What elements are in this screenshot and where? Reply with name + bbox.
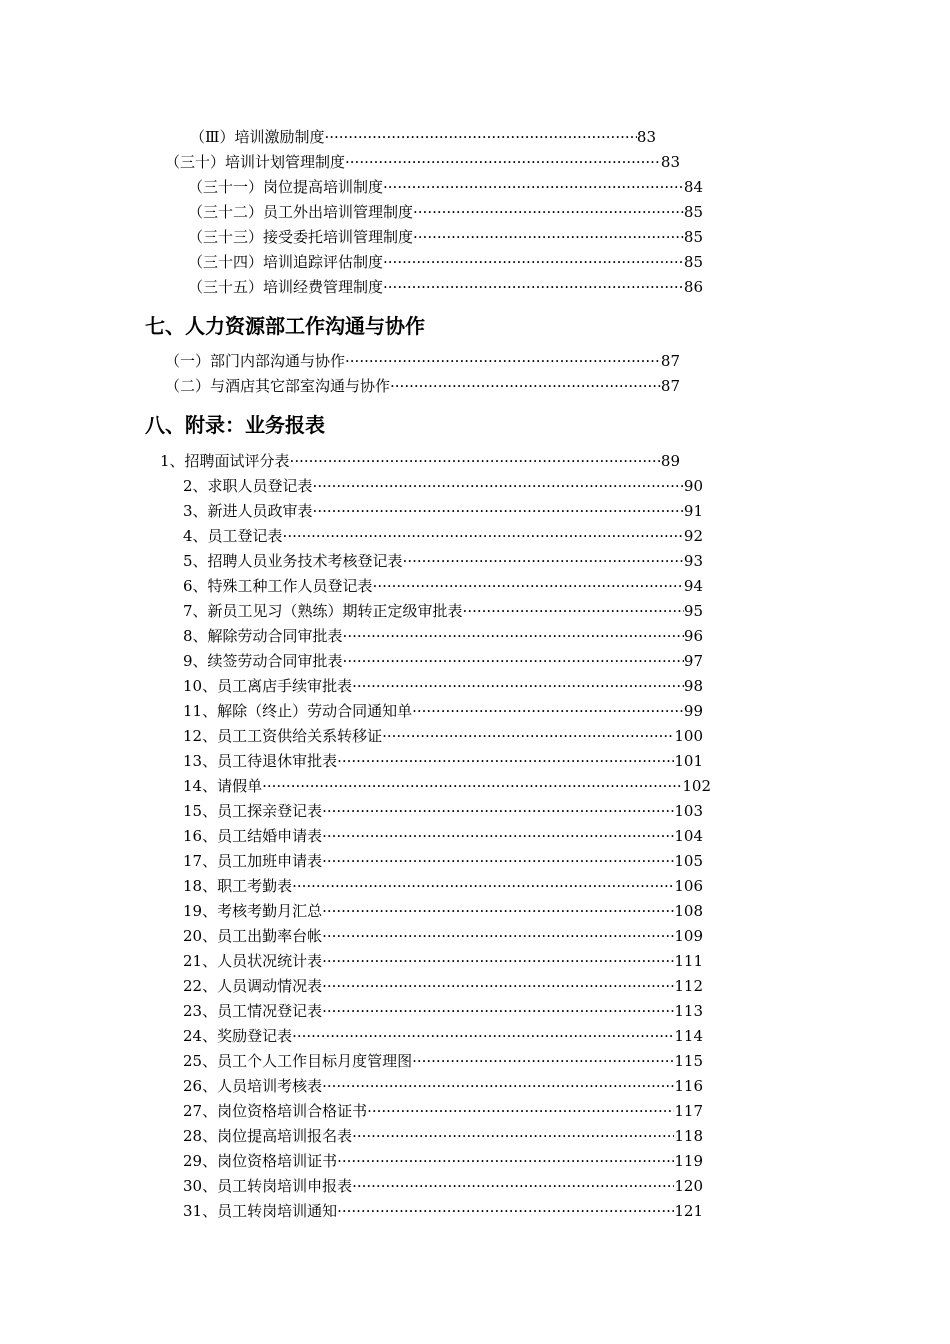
toc-entry-page: 101	[674, 752, 703, 770]
toc-entry[interactable]	[183, 974, 703, 999]
toc-leader-dots	[290, 449, 661, 474]
toc-leader-dots	[390, 374, 661, 399]
toc-entry-page: 94	[683, 577, 703, 595]
toc-entry[interactable]	[183, 924, 703, 949]
toc-entry[interactable]	[183, 874, 703, 899]
toc-entry-page: 118	[674, 1127, 703, 1145]
toc-entry[interactable]	[183, 799, 703, 824]
toc-entry[interactable]	[188, 250, 703, 275]
toc-entry[interactable]	[183, 624, 703, 649]
toc-entry-page: 83	[636, 128, 656, 146]
toc-entry[interactable]	[183, 549, 703, 574]
toc-entry[interactable]	[183, 1024, 703, 1049]
toc-entry-page: 96	[683, 627, 703, 645]
toc-entry[interactable]	[183, 774, 711, 799]
toc-entry[interactable]	[183, 899, 703, 924]
toc-leader-dots	[412, 699, 684, 724]
toc-entry-page: 104	[674, 827, 703, 845]
toc-entry-page: 117	[674, 1102, 703, 1120]
toc-entry-page: 91	[683, 502, 703, 520]
toc-entry-page: 98	[683, 677, 703, 695]
toc-entry-page: 112	[674, 977, 703, 995]
toc-leader-dots	[345, 150, 661, 175]
toc-entry[interactable]	[183, 1199, 703, 1224]
toc-leader-dots	[463, 599, 684, 624]
toc-entry-page: 108	[674, 902, 703, 920]
toc-entry[interactable]	[183, 949, 703, 974]
toc-entry[interactable]	[183, 474, 703, 499]
toc-entry-page: 92	[683, 527, 703, 545]
toc-entry[interactable]	[183, 574, 703, 599]
toc-entry-label: （三十一）岗位提高培训制度	[188, 178, 384, 196]
toc-leader-dots	[345, 349, 661, 374]
toc-entry[interactable]	[183, 724, 703, 749]
toc-entry-page: 109	[674, 927, 703, 945]
toc-leader-dots	[337, 1149, 674, 1174]
toc-leader-dots	[283, 524, 684, 549]
section-heading[interactable]: 八、附录：业务报表	[145, 413, 325, 437]
toc-entry-page: 90	[683, 477, 703, 495]
toc-entry-label: 6、特殊工种工作人员登记表	[183, 577, 373, 595]
toc-entry-page: 97	[683, 652, 703, 670]
toc-leader-dots	[322, 899, 674, 924]
toc-entry[interactable]	[183, 1149, 703, 1174]
toc-entry-label: 16、员工结婚申请表	[183, 827, 323, 845]
toc-leader-dots	[352, 674, 684, 699]
toc-entry-page: 85	[683, 253, 703, 271]
toc-entry-page: 114	[674, 1027, 703, 1045]
toc-leader-dots	[322, 824, 674, 849]
toc-leader-dots	[343, 624, 684, 649]
toc-entry-label: 9、续签劳动合同审批表	[183, 652, 343, 670]
toc-entry[interactable]	[188, 175, 703, 200]
toc-entry[interactable]	[183, 599, 703, 624]
toc-entry-page: 105	[674, 852, 703, 870]
toc-entry-label: 27、岗位资格培训合格证书	[183, 1102, 368, 1120]
toc-entry-label: 8、解除劳动合同审批表	[183, 627, 343, 645]
toc-leader-dots	[352, 1174, 674, 1199]
toc-leader-dots	[322, 974, 674, 999]
toc-leader-dots	[373, 574, 684, 599]
toc-entry[interactable]	[183, 1099, 703, 1124]
toc-leader-dots	[403, 549, 684, 574]
toc-leader-dots	[313, 499, 684, 524]
toc-entry[interactable]	[165, 374, 680, 399]
toc-entry[interactable]	[183, 824, 703, 849]
toc-entry-label: 13、员工待退休审批表	[183, 752, 338, 770]
toc-entry-page: 99	[683, 702, 703, 720]
toc-entry-label: 24、奖励登记表	[183, 1027, 293, 1045]
toc-entry-label: 12、员工工资供给关系转移证	[183, 727, 383, 745]
toc-leader-dots	[413, 225, 684, 250]
toc-entry-page: 85	[683, 203, 703, 221]
toc-entry-label: 3、新进人员政审表	[183, 502, 313, 520]
toc-leader-dots	[412, 1049, 674, 1074]
toc-entry-label: 5、招聘人员业务技术考核登记表	[183, 552, 403, 570]
toc-entry-label: 22、人员调动情况表	[183, 977, 323, 995]
toc-entry[interactable]	[188, 275, 703, 300]
toc-entry-page: 83	[660, 153, 680, 171]
toc-leader-dots	[367, 1099, 674, 1124]
toc-entry-page: 121	[674, 1202, 703, 1220]
toc-entry-label: 26、人员培训考核表	[183, 1077, 323, 1095]
toc-entry[interactable]	[165, 150, 680, 175]
toc-entry-label: 23、员工情况登记表	[183, 1002, 323, 1020]
toc-entry[interactable]	[183, 1074, 703, 1099]
toc-leader-dots	[322, 799, 674, 824]
toc-leader-dots	[322, 849, 674, 874]
toc-entry-page: 85	[683, 228, 703, 246]
toc-leader-dots	[337, 749, 674, 774]
toc-entry-label: 19、考核考勤月汇总	[183, 902, 323, 920]
toc-entry[interactable]	[183, 674, 703, 699]
toc-entry-page: 84	[683, 178, 703, 196]
toc-entry[interactable]	[183, 999, 703, 1024]
toc-entry[interactable]	[183, 1124, 703, 1149]
toc-entry-page: 87	[660, 377, 680, 395]
toc-leader-dots	[413, 200, 684, 225]
toc-entry-label: 18、职工考勤表	[183, 877, 293, 895]
toc-entry-label: （二）与酒店其它部室沟通与协作	[165, 377, 391, 395]
toc-leader-dots	[382, 724, 674, 749]
toc-entry[interactable]	[188, 200, 703, 225]
toc-entry[interactable]	[183, 1174, 703, 1199]
toc-entry-label: 10、员工离店手续审批表	[183, 677, 353, 695]
toc-entry-label: 25、员工个人工作目标月度管理图	[183, 1052, 413, 1070]
toc-entry-page: 95	[683, 602, 703, 620]
toc-entry[interactable]	[165, 349, 680, 374]
toc-entry-label: （三十）培训计划管理制度	[165, 153, 346, 171]
toc-entry-label: 28、岗位提高培训报名表	[183, 1127, 353, 1145]
toc-leader-dots	[383, 175, 684, 200]
toc-entry-label: 29、岗位资格培训证书	[183, 1152, 338, 1170]
toc-entry-page: 120	[674, 1177, 703, 1195]
toc-leader-dots	[337, 1199, 674, 1224]
toc-entry-label: 17、员工加班申请表	[183, 852, 323, 870]
toc-entry-label: （三十三）接受委托培训管理制度	[188, 228, 414, 246]
toc-entry-page: 115	[674, 1052, 703, 1070]
toc-entry-page: 111	[674, 952, 703, 970]
toc-leader-dots	[383, 250, 684, 275]
toc-entry[interactable]	[183, 524, 703, 549]
toc-leader-dots	[324, 125, 636, 150]
toc-entry-page: 87	[660, 352, 680, 370]
toc-entry-label: 1、招聘面试评分表	[160, 452, 290, 470]
toc-leader-dots	[262, 774, 682, 799]
toc-leader-dots	[292, 874, 674, 899]
toc-leader-dots	[383, 275, 684, 300]
toc-entry-label: （三十四）培训追踪评估制度	[188, 253, 384, 271]
section-heading[interactable]: 七、人力资源部工作沟通与协作	[145, 314, 425, 338]
toc-entry-label: 11、解除（终止）劳动合同通知单	[183, 702, 413, 720]
toc-entry-label: 4、员工登记表	[183, 527, 283, 545]
toc-leader-dots	[322, 1074, 674, 1099]
toc-entry-label: 30、员工转岗培训申报表	[183, 1177, 353, 1195]
toc-entry[interactable]	[183, 849, 703, 874]
toc-entry-label: （一）部门内部沟通与协作	[165, 352, 346, 370]
toc-entry-label: 2、求职人员登记表	[183, 477, 313, 495]
toc-leader-dots	[322, 999, 674, 1024]
toc-leader-dots	[292, 1024, 674, 1049]
toc-entry-page: 119	[674, 1152, 703, 1170]
toc-entry-page: 93	[683, 552, 703, 570]
toc-entry-label: （Ⅲ）培训激励制度	[190, 128, 325, 146]
toc-entry-label: （三十五）培训经费管理制度	[188, 278, 384, 296]
toc-entry-label: 31、员工转岗培训通知	[183, 1202, 338, 1220]
toc-entry-label: 15、员工探亲登记表	[183, 802, 323, 820]
toc-entry[interactable]	[183, 499, 703, 524]
toc-entry-page: 116	[674, 1077, 703, 1095]
toc-entry[interactable]	[183, 699, 703, 724]
toc-leader-dots	[352, 1124, 674, 1149]
toc-entry[interactable]	[183, 649, 703, 674]
toc-entry[interactable]	[183, 749, 703, 774]
toc-entry[interactable]	[188, 225, 703, 250]
toc-entry[interactable]	[190, 125, 656, 150]
toc-entry[interactable]	[183, 1049, 703, 1074]
toc-leader-dots	[322, 924, 674, 949]
toc-entry-page: 113	[674, 1002, 703, 1020]
toc-entry-page: 100	[674, 727, 703, 745]
toc-leader-dots	[322, 949, 674, 974]
toc-entry-page: 86	[683, 278, 703, 296]
toc-entry-label: （三十二）员工外出培训管理制度	[188, 203, 414, 221]
toc-entry-page: 89	[660, 452, 680, 470]
toc-entry-page: 103	[674, 802, 703, 820]
toc-entry-label: 21、人员状况统计表	[183, 952, 323, 970]
toc-entry-page: 102	[682, 777, 711, 795]
toc-entry-label: 20、员工出勤率台帐	[183, 927, 323, 945]
toc-leader-dots	[343, 649, 684, 674]
toc-leader-dots	[313, 474, 684, 499]
toc-entry-page: 106	[674, 877, 703, 895]
toc-entry[interactable]	[160, 449, 680, 474]
toc-entry-label: 14、请假单	[183, 777, 263, 795]
toc-entry-label: 7、新员工见习（熟练）期转正定级审批表	[183, 602, 463, 620]
